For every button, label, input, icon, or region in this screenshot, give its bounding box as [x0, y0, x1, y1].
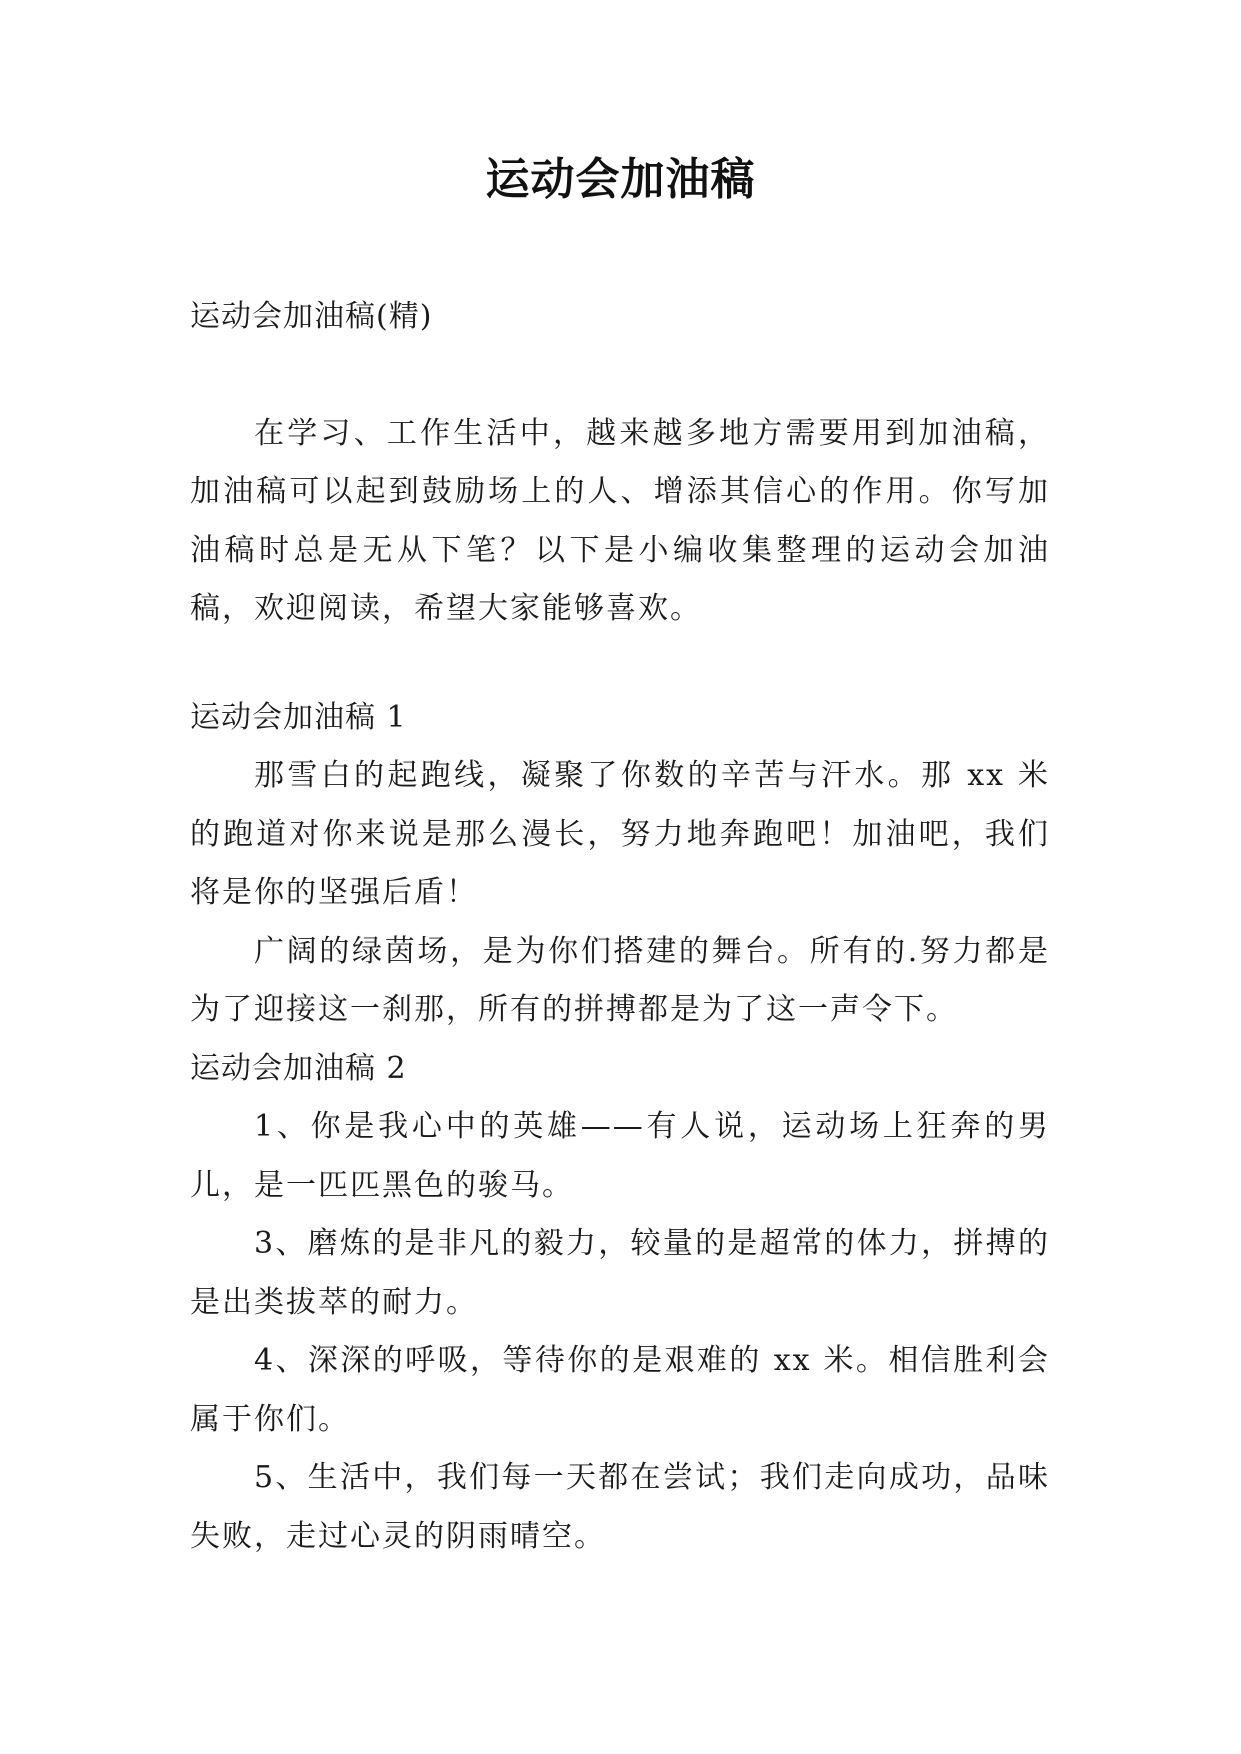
section-2-paragraph: 3、磨炼的是非凡的毅力，较量的是超常的体力，拼搏的是出类拔萃的耐力。 [190, 1226, 1050, 1320]
spacer [190, 639, 1050, 689]
section-2-paragraph: 5、生活中，我们每一天都在尝试；我们走向成功，品味失败，走过心灵的阴雨晴空。 [190, 1460, 1050, 1554]
section-2-heading: 运动会加油稿 2 [190, 1050, 407, 1086]
section-1-heading: 运动会加油稿 1 [190, 699, 407, 735]
section-2-paragraph: 4、深深的呼吸，等待你的是艰难的 xx 米。相信胜利会属于你们。 [190, 1343, 1050, 1437]
document-body [190, 288, 1050, 1566]
spacer [190, 347, 1050, 405]
intro-paragraph: 在学习、工作生活中，越来越多地方需要用到加油稿，加油稿可以起到鼓励场上的人、增添其信心的作用。你写加油稿时总是无从下笔？以下是小编收集整理的运动会加油稿，欢迎阅读，希望大家能够喜欢。 [190, 415, 1050, 626]
section-1-paragraph: 广阔的绿茵场，是为你们搭建的舞台。所有的.努力都是为了迎接这一刹那，所有的拼搏都是为了这一声令下。 [190, 933, 1050, 1027]
document-subtitle: 运动会加油稿(精) [190, 299, 433, 334]
section-2-paragraph: 1、你是我心中的英雄——有人说，运动场上狂奔的男儿，是一匹匹黑色的骏马。 [190, 1109, 1050, 1203]
section-1-paragraph: 那雪白的起跑线，凝聚了你数的辛苦与汗水。那 xx 米的跑道对你来说是那么漫长，努力地奔跑吧！加油吧，我们将是你的坚强后盾！ [190, 758, 1050, 910]
document-title: 运动会加油稿 [485, 154, 756, 205]
